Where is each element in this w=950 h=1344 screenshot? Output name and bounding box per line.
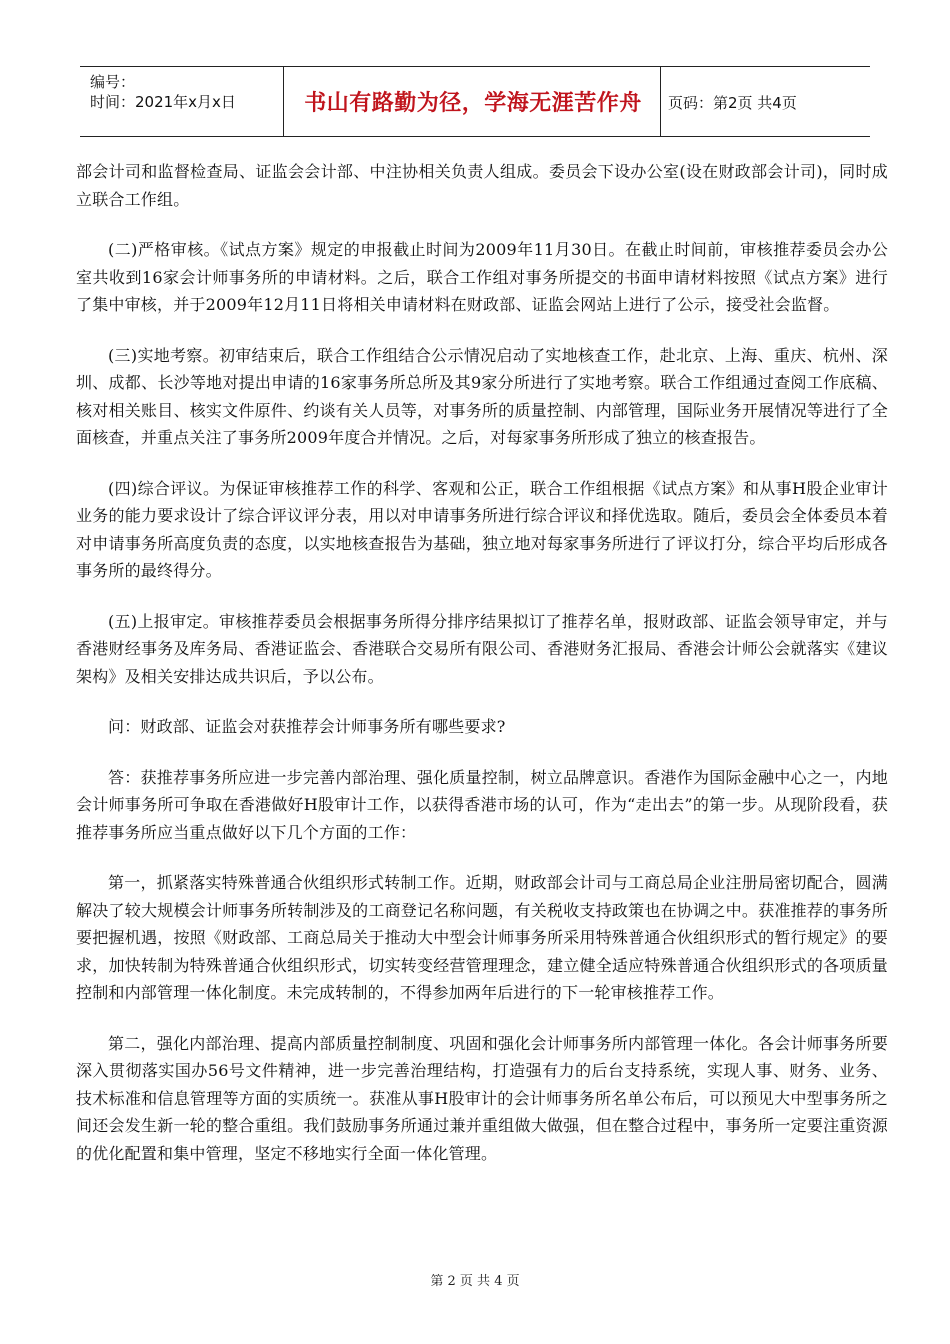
header-meta (90, 72, 236, 112)
paragraph-question: 问：财政部、证监会对获推荐会计师事务所有哪些要求? (108, 717, 506, 736)
paragraph-answer: 答：获推荐事务所应进一步完善内部治理、强化质量控制，树立品牌意识。香港作为国际金融中心之一，内地会计师事务所可争取在香港做好H股审计工作，以获得香港市场的认可，作为“走出去”的第一步。从现阶段看，获推荐事务所应当重点做好以下几个方面的工作： (76, 767, 888, 842)
header-divider-right (660, 66, 661, 137)
paragraph-first-point: 第一，抓紧落实特殊普通合伙组织形式转制工作。近期，财政部会计司与工商总局企业注册局密切配合，圆满解决了较大规模会计师事务所转制涉及的工商登记名称问题，有关税收支持政策也在协调之中。获准推荐的事务所要把握机遇，按照《财政部、工商总局关于推动大中型会计师事务所采用特殊普通合伙组织形式的暂行规定》的要求，加快转制为特殊普通合伙组织形式，切实转变经营管理理念，建立健全适应特殊普通合伙组织形式的各项质量控制和内部管理一体化制度。未完成转制的，不得参加两年后进行的下一轮审核推荐工作。 (76, 873, 888, 1002)
paragraph-report-approval: (五)上报审定。审核推荐委员会根据事务所得分排序结果拟订了推荐名单，报财政部、证监会领导审定，并与香港财经事务及库务局、香港证监会、香港联合交易所有限公司、香港财务汇报局、香港会计师公会就落实《建议架构》及相关安排达成共识后，予以公布。 (76, 611, 888, 686)
paragraph-continuation: 部会计司和监督检查局、证监会会计部、中注协相关负责人组成。委员会下设办公室(设在财政部会计司)，同时成立联合工作组。 (76, 162, 888, 209)
paragraph-comprehensive-evaluation: (四)综合评议。为保证审核推荐工作的科学、客观和公正，联合工作组根据《试点方案》和从事H股企业审计业务的能力要求设计了综合评议评分表，用以对申请事务所进行综合评议和择优选取。随后，委员会全体委员本着对申请事务所高度负责的态度，以实地核查报告为基础，独立地对每家事务所进行了评议打分，综合平均后形成各事务所的最终得分。 (76, 478, 888, 580)
page-footer: 第 2 页 共 4 页 (430, 1274, 520, 1289)
document-body (76, 158, 888, 1190)
paragraph-strict-review: (二)严格审核。《试点方案》规定的申报截止时间为2009年11月30日。在截止时间前，审核推荐委员会办公室共收到16家会计师事务所的申请材料。之后，联合工作组对事务所提交的书面申请材料按照《试点方案》进行了集中审核，并于2009年12月11日将相关申请材料在财政部、证监会网站上进行了公示，接受社会监督。 (76, 240, 888, 314)
header-divider-left (283, 66, 284, 137)
document-date: 时间：2021年x月x日 (90, 93, 236, 111)
page-header (80, 66, 870, 138)
header-bottom-rule (80, 136, 870, 137)
header-motto: 书山有路勤为径，学海无涯苦作舟 (304, 91, 642, 116)
header-top-rule (80, 66, 870, 67)
header-page-info: 页码：第2页 共4页 (668, 94, 797, 112)
paragraph-site-inspection: (三)实地考察。初审结束后，联合工作组结合公示情况启动了实地核查工作，赴北京、上海、重庆、杭州、深圳、成都、长沙等地对提出申请的16家事务所总所及其9家分所进行了实地考察。联合工作组通过查阅工作底稿、核对相关账目、核实文件原件、约谈有关人员等，对事务所的质量控制、内部管理，国际业务开展情况等进行了全面核查，并重点关注了事务所2009年度合并情况。之后，对每家事务所形成了独立的核查报告。 (76, 345, 888, 447)
document-number-label: 编号： (90, 73, 136, 91)
paragraph-second-point: 第二，强化内部治理、提高内部质量控制制度、巩固和强化会计师事务所内部管理一体化。各会计师事务所要深入贯彻落实国办56号文件精神，进一步完善治理结构，打造强有力的后台支持系统，实现人事、财务、业务、技术标准和信息管理等方面的实质统一。获准从事H股审计的会计师事务所名单公布后，可以预见大中型事务所之间还会发生新一轮的整合重组。我们鼓励事务所通过兼并重组做大做强，但在整合过程中，事务所一定要注重资源的优化配置和集中管理，坚定不移地实行全面一体化管理。 (76, 1033, 888, 1163)
